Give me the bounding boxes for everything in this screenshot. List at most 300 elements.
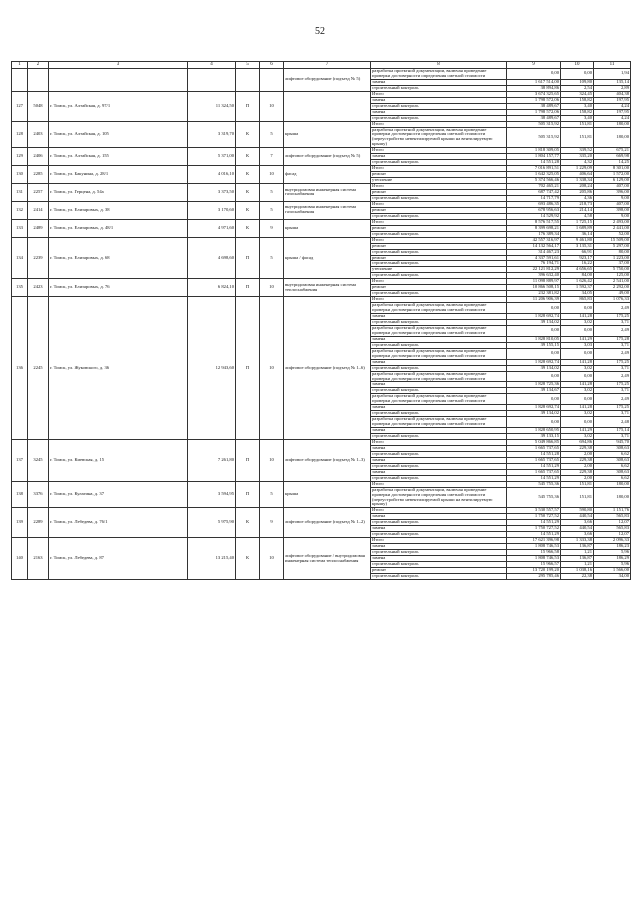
work-type: замена [371,336,507,342]
cost-limit: 186,23 [594,544,631,550]
house-area: 11 324,50 [188,91,236,121]
cost-limit: 2,49 [594,371,631,382]
cost-total: 39 155,15 [507,342,561,348]
cost-per-sqm: 0,00 [561,417,594,428]
cost-limit: 1 223,00 [594,255,631,261]
house-area: 4 971,60 [188,219,236,237]
cost-per-sqm: 4,36 [561,195,594,201]
table-row [12,91,631,97]
house-code: 2285 [28,166,49,184]
house-area: 7 261,80 [188,440,236,482]
cost-limit: 3,71 [594,365,631,371]
work-type: строительный контроль [371,434,507,440]
cost-total: 39 133,15 [507,434,561,440]
work-type: строительный контроль [371,562,507,568]
work-element: крыша / фасад [284,237,371,279]
work-type: Итого [371,481,507,487]
cost-limit: 175,14 [594,428,631,434]
column-number: 2 [28,62,49,69]
cost-limit: 52,00 [594,231,631,237]
cost-per-sqm: 590,80 [561,508,594,514]
cost-total: 8 576 517,55 [507,219,561,225]
house-area: 3 594,95 [188,481,236,508]
house-address [49,69,188,92]
column-number: 5 [236,62,260,69]
work-type: строительный контроль [371,365,507,371]
cost-limit: 308,63 [594,457,631,463]
house-area: 13 215,40 [188,538,236,580]
work-type: разработка проектной документации, включая проведение проверки достоверности определения сметной стоимости [371,348,507,359]
cost-total: 17 621 396,98 [507,538,561,544]
cost-per-sqm: 1 725,15 [561,219,594,225]
cost-total: 14 551,29 [507,475,561,481]
work-type: строительный контроль [371,463,507,469]
floors-count: 5 [260,201,284,219]
column-number-row [12,62,631,69]
cost-total: 678 956,63 [507,207,561,213]
house-area: 3 170,60 [188,201,236,219]
work-element: лифтовое оборудование (подъезд № 5) [284,69,371,92]
row-number: 137 [12,440,28,482]
work-element: крыша [284,121,371,148]
row-number [12,69,28,92]
cost-total: 0,00 [507,394,561,405]
cost-per-sqm: 151,81 [561,121,594,127]
cost-total: 14 551,29 [507,532,561,538]
wall-material [236,69,260,92]
cost-limit: 3,71 [594,411,631,417]
table-row [12,538,631,544]
table-row [12,148,631,154]
wall-material: К [236,148,260,166]
cost-per-sqm: 22,38 [561,573,594,579]
cost-per-sqm: 9 461,80 [561,237,594,243]
wall-material: П [236,237,260,279]
work-type: строительный контроль [371,520,507,526]
house-address: г. Томск, ул. Алтайская, д. 155 [49,148,188,166]
cost-per-sqm: 3,02 [561,365,594,371]
row-number: 129 [12,148,28,166]
column-number: 10 [561,62,594,69]
cost-total: 1 804 157,77 [507,154,561,160]
cost-limit: 175,25 [594,382,631,388]
work-element: фасад [284,166,371,184]
house-area: 3 373,50 [188,184,236,202]
table-row [12,440,631,446]
wall-material: К [236,184,260,202]
cost-per-sqm: 151,81 [561,487,594,508]
work-type: ремонт [371,207,507,213]
house-address: г. Томск, ул. Киевская, д. 15 [49,440,188,482]
cost-total: 505 315,92 [507,121,561,127]
cost-limit: 9,00 [594,213,631,219]
cost-total: 687 747,42 [507,190,561,196]
cost-total: 3 530 557,57 [507,508,561,514]
cost-per-sqm: 151,81 [561,481,594,487]
cost-limit: 6,62 [594,451,631,457]
cost-limit: 6,62 [594,463,631,469]
cost-limit: 404,38 [594,91,631,97]
house-code: 2245 [28,297,49,440]
cost-total: 0,00 [507,371,561,382]
cost-per-sqm: 865,83 [561,297,594,303]
house-area [188,69,236,92]
cost-limit: 125,00 [594,273,631,279]
cost-limit: 565,83 [594,526,631,532]
cost-per-sqm: 34,05 [561,291,594,297]
cost-per-sqm: 136,87 [561,556,594,562]
house-address: г. Томск, ул. Жуковского, д. 36 [49,297,188,440]
cost-per-sqm: 141,29 [561,428,594,434]
house-code: 2289 [28,508,49,538]
cost-total: 11 098 889,97 [507,279,561,285]
work-element: внутридомовая инженерная система теплоснабжения [284,279,371,297]
cost-per-sqm: 3,03 [561,342,594,348]
cost-per-sqm: 1 333,38 [561,538,594,544]
cost-limit: 6 129,00 [594,178,631,184]
floors-count [260,69,284,92]
cost-limit: 14,25 [594,160,631,166]
work-type: Итого [371,279,507,285]
house-code: 2257 [28,184,49,202]
cost-per-sqm: 0,00 [561,303,594,314]
cost-limit: 669,98 [594,154,631,160]
cost-limit: 407,00 [594,184,631,190]
cost-limit: 675,21 [594,148,631,154]
work-type: строительный контроль [371,411,507,417]
cost-per-sqm: 229,38 [561,445,594,451]
table-row [12,166,631,172]
column-number: 4 [188,62,236,69]
floors-count: 9 [260,219,284,237]
row-number: 133 [12,219,28,237]
cost-per-sqm: 335,20 [561,154,594,160]
wall-material: П [236,481,260,508]
house-area: 5 371,00 [188,148,236,166]
cost-total: 15 966,57 [507,562,561,568]
work-element: лифтовое оборудование (подъезд № 5) [284,148,371,166]
floors-count: 9 [260,508,284,538]
floors-count: 10 [260,279,284,297]
cost-per-sqm: 694,86 [561,440,594,446]
cost-limit: 34,00 [594,573,631,579]
cost-limit: 2 096,33 [594,538,631,544]
cost-total: 693 486,35 [507,201,561,207]
work-type: разработка проектной документации, включая проведение проверки достоверности определения сметной стоимости (переустройство невентилируемой крыши на вентилируемую крышу) [371,127,507,148]
cost-per-sqm: 4 656,65 [561,267,594,273]
cost-limit: 3,71 [594,319,631,325]
work-element: внутридомовая инженерная система газоснабжения [284,184,371,202]
house-address: г. Томск, ул. Алтайская, д. 105 [49,121,188,148]
cost-limit: 175,25 [594,314,631,320]
cost-total: 38 489,67 [507,103,561,109]
cost-limit: 80,00 [594,249,631,255]
cost-per-sqm: 136,87 [561,544,594,550]
cost-per-sqm: 1 338,34 [561,178,594,184]
table-row [12,508,631,514]
work-type: строительный контроль [371,103,507,109]
work-element: лифтовое оборудование (подъезд № 1–2) [284,508,371,538]
cost-total: 5 049 866,85 [507,440,561,446]
cost-per-sqm: 141,29 [561,336,594,342]
cost-limit: 4,24 [594,115,631,121]
work-type: ремонт [371,172,507,178]
work-type: Итого [371,148,507,154]
work-element: лифтовое оборудование / внутридомовая инженерная система теплоснабжения [284,538,371,580]
cost-limit: 2 441,00 [594,225,631,231]
cost-per-sqm: 406,64 [561,172,594,178]
cost-per-sqm: 214,14 [561,207,594,213]
work-type: строительный контроль [371,532,507,538]
work-type: ремонт [371,255,507,261]
work-type: строительный контроль [371,85,507,91]
cost-per-sqm: 4,32 [561,160,594,166]
work-type: замена [371,97,507,103]
wall-material: П [236,91,260,121]
cost-limit: 5 297,00 [594,243,631,249]
cost-per-sqm: 324,45 [561,91,594,97]
cost-per-sqm: 3,02 [561,411,594,417]
cost-total: 8 399 698,21 [507,225,561,231]
cost-limit: 398,00 [594,207,631,213]
cost-total: 38 894,86 [507,85,561,91]
cost-total: 4 337 591,61 [507,255,561,261]
wall-material: К [236,219,260,237]
house-code: 2423 [28,279,49,297]
cost-per-sqm: 2,00 [561,451,594,457]
work-type: строительный контроль [371,342,507,348]
cost-limit: 2,49 [594,325,631,336]
cost-limit: 12,07 [594,532,631,538]
cost-per-sqm: 0,00 [561,394,594,405]
row-number: 132 [12,201,28,219]
cost-total: 0,00 [507,417,561,428]
column-number: 7 [284,62,371,69]
work-type: утепление [371,178,507,184]
table-row [12,481,631,487]
work-type: Итого [371,219,507,225]
cost-per-sqm: 141,28 [561,359,594,365]
floors-count: 5 [260,481,284,508]
work-type: разработка проектной документации, включая проведение проверки достоверности определения сметной стоимости [371,394,507,405]
work-type: замена [371,314,507,320]
cost-per-sqm: 1 038,16 [561,567,594,573]
work-type: Итого [371,508,507,514]
house-area: 4 698,60 [188,237,236,279]
cost-limit: 5 750,00 [594,267,631,273]
work-type: замена [371,544,507,550]
cost-limit: 5,96 [594,562,631,568]
house-code: 2239 [28,237,49,279]
cost-limit: 180,00 [594,127,631,148]
work-type: разработка проектной документации, включая проведение проверки достоверности определения сметной стоимости [371,69,507,80]
work-type: ремонт [371,243,507,249]
cost-total: 5 374 566,46 [507,178,561,184]
work-type: ремонт [371,285,507,291]
work-type: Итого [371,237,507,243]
work-type: строительный контроль [371,213,507,219]
row-number: 138 [12,481,28,508]
cost-total: 13 720 199,20 [507,567,561,573]
cost-per-sqm: 36,14 [561,231,594,237]
cost-per-sqm: 923,17 [561,255,594,261]
cost-limit: 15 509,00 [594,237,631,243]
work-type: замена [371,109,507,115]
cost-per-sqm: 3,02 [561,388,594,394]
wall-material: К [236,538,260,580]
house-area: 6 824,10 [188,279,236,297]
cost-limit: 1 566,00 [594,567,631,573]
cost-total: 314 467,23 [507,249,561,255]
cost-limit: 407,00 [594,201,631,207]
cost-per-sqm: 2,54 [561,85,594,91]
cost-limit: 180,00 [594,121,631,127]
cost-limit: 197,95 [594,109,631,115]
cost-total: 76 194,71 [507,261,561,267]
floors-count: 5 [260,184,284,202]
cost-limit: 2 493,00 [594,219,631,225]
column-number: 6 [260,62,284,69]
work-type: замена [371,382,507,388]
cost-per-sqm: 3,02 [561,434,594,440]
cost-total: 14 132 564,17 [507,243,561,249]
cost-total: 1 828 725,36 [507,382,561,388]
work-element: лифтовое оборудование (подъезд № 1–3) [284,440,371,482]
floors-count: 10 [260,297,284,440]
table-row [12,219,631,225]
cost-limit: 565,83 [594,514,631,520]
work-type: строительный контроль [371,573,507,579]
cost-total: 1 828 692,74 [507,314,561,320]
house-code: 5048 [28,91,49,121]
work-element: внутридомовая инженерная система газоснабжения [284,201,371,219]
house-area: 12 943,60 [188,297,236,440]
house-code: 2414 [28,201,49,219]
cost-limit: 308,63 [594,469,631,475]
work-type: замена [371,556,507,562]
work-element [284,91,371,121]
work-type: Итого [371,440,507,446]
work-type: замена [371,359,507,365]
work-type: ремонт [371,190,507,196]
cost-total: 38 489,67 [507,115,561,121]
cost-limit: 3,71 [594,342,631,348]
column-number: 8 [371,62,507,69]
work-type: замена [371,79,507,85]
cost-limit: 2 541,00 [594,279,631,285]
cost-limit: 135,14 [594,79,631,85]
cost-total: 1 808 746,53 [507,544,561,550]
cost-limit: 12,07 [594,520,631,526]
work-type: строительный контроль [371,475,507,481]
row-number: 140 [12,538,28,580]
cost-limit: 3,71 [594,434,631,440]
table-row [12,201,631,207]
cost-limit: 175,28 [594,336,631,342]
cost-limit: 186,29 [594,556,631,562]
cost-per-sqm: 158,82 [561,109,594,115]
floors-count: 5 [260,121,284,148]
cost-limit: 180,00 [594,481,631,487]
work-type: строительный контроль [371,451,507,457]
cost-limit: 180,00 [594,487,631,508]
house-address: г. Томск, ул. Герцена, д. 54а [49,184,188,202]
cost-per-sqm: 2,00 [561,463,594,469]
work-element: лифтовое оборудование (подъезд № 1–6) [284,297,371,440]
cost-total: 39 134,67 [507,388,561,394]
cost-total: 0,00 [507,69,561,80]
row-number: 139 [12,508,28,538]
row-number: 131 [12,184,28,202]
cost-total: 14 551,29 [507,463,561,469]
cost-per-sqm: 218,73 [561,201,594,207]
work-type: разработка проектной документации, включая проведение проверки достоверности определения сметной стоимости [371,417,507,428]
cost-total: 39 134,02 [507,411,561,417]
cost-limit: 37,00 [594,261,631,267]
work-type: строительный контроль [371,195,507,201]
cost-total: 1 642 325,05 [507,172,561,178]
cost-total: 1 750 727,52 [507,526,561,532]
cost-per-sqm: 440,54 [561,514,594,520]
cost-per-sqm: 208,24 [561,184,594,190]
cost-total: 14 529,92 [507,213,561,219]
cost-limit: 2,89 [594,85,631,91]
cost-total: 1 828 650,95 [507,428,561,434]
row-number: 128 [12,121,28,148]
work-type: Итого [371,166,507,172]
cost-limit: 9,00 [594,195,631,201]
cost-limit: 396,00 [594,190,631,196]
cost-limit: 8 301,00 [594,166,631,172]
table-row [12,121,631,127]
cost-per-sqm: 4,58 [561,213,594,219]
house-area: 5 975,90 [188,508,236,538]
cost-per-sqm: 66,91 [561,249,594,255]
cost-limit: 175,25 [594,359,631,365]
cost-total: 545 755,36 [507,481,561,487]
house-code [28,69,49,92]
cost-per-sqm: 109,80 [561,79,594,85]
work-type: строительный контроль [371,291,507,297]
house-code: 2163 [28,538,49,580]
column-number: 9 [507,62,561,69]
work-type: Итого [371,91,507,97]
row-number: 135 [12,279,28,297]
work-type: строительный контроль [371,273,507,279]
house-address: г. Томск, ул. Елизаровых, д. 38 [49,201,188,219]
work-type: строительный контроль [371,388,507,394]
work-type: замена [371,469,507,475]
cost-per-sqm: 1 229,09 [561,166,594,172]
cost-total: 14 717,79 [507,195,561,201]
work-element: крыша [284,481,371,508]
wall-material: П [236,440,260,482]
house-code: 3245 [28,440,49,482]
work-type: строительный контроль [371,319,507,325]
capital-repair-table [11,61,631,580]
column-number: 3 [49,62,188,69]
work-type: разработка проектной документации, включая проведение проверки достоверности определения сметной стоимости [371,371,507,382]
floors-count: 7 [260,148,284,166]
cost-limit: 2,49 [594,348,631,359]
cost-per-sqm: 0,00 [561,325,594,336]
cost-per-sqm: 1,21 [561,562,594,568]
work-type: замена [371,526,507,532]
cost-total: 1 665 737,65 [507,469,561,475]
cost-total: 396 632,40 [507,273,561,279]
table-row [12,69,631,80]
cost-per-sqm: 141,28 [561,314,594,320]
